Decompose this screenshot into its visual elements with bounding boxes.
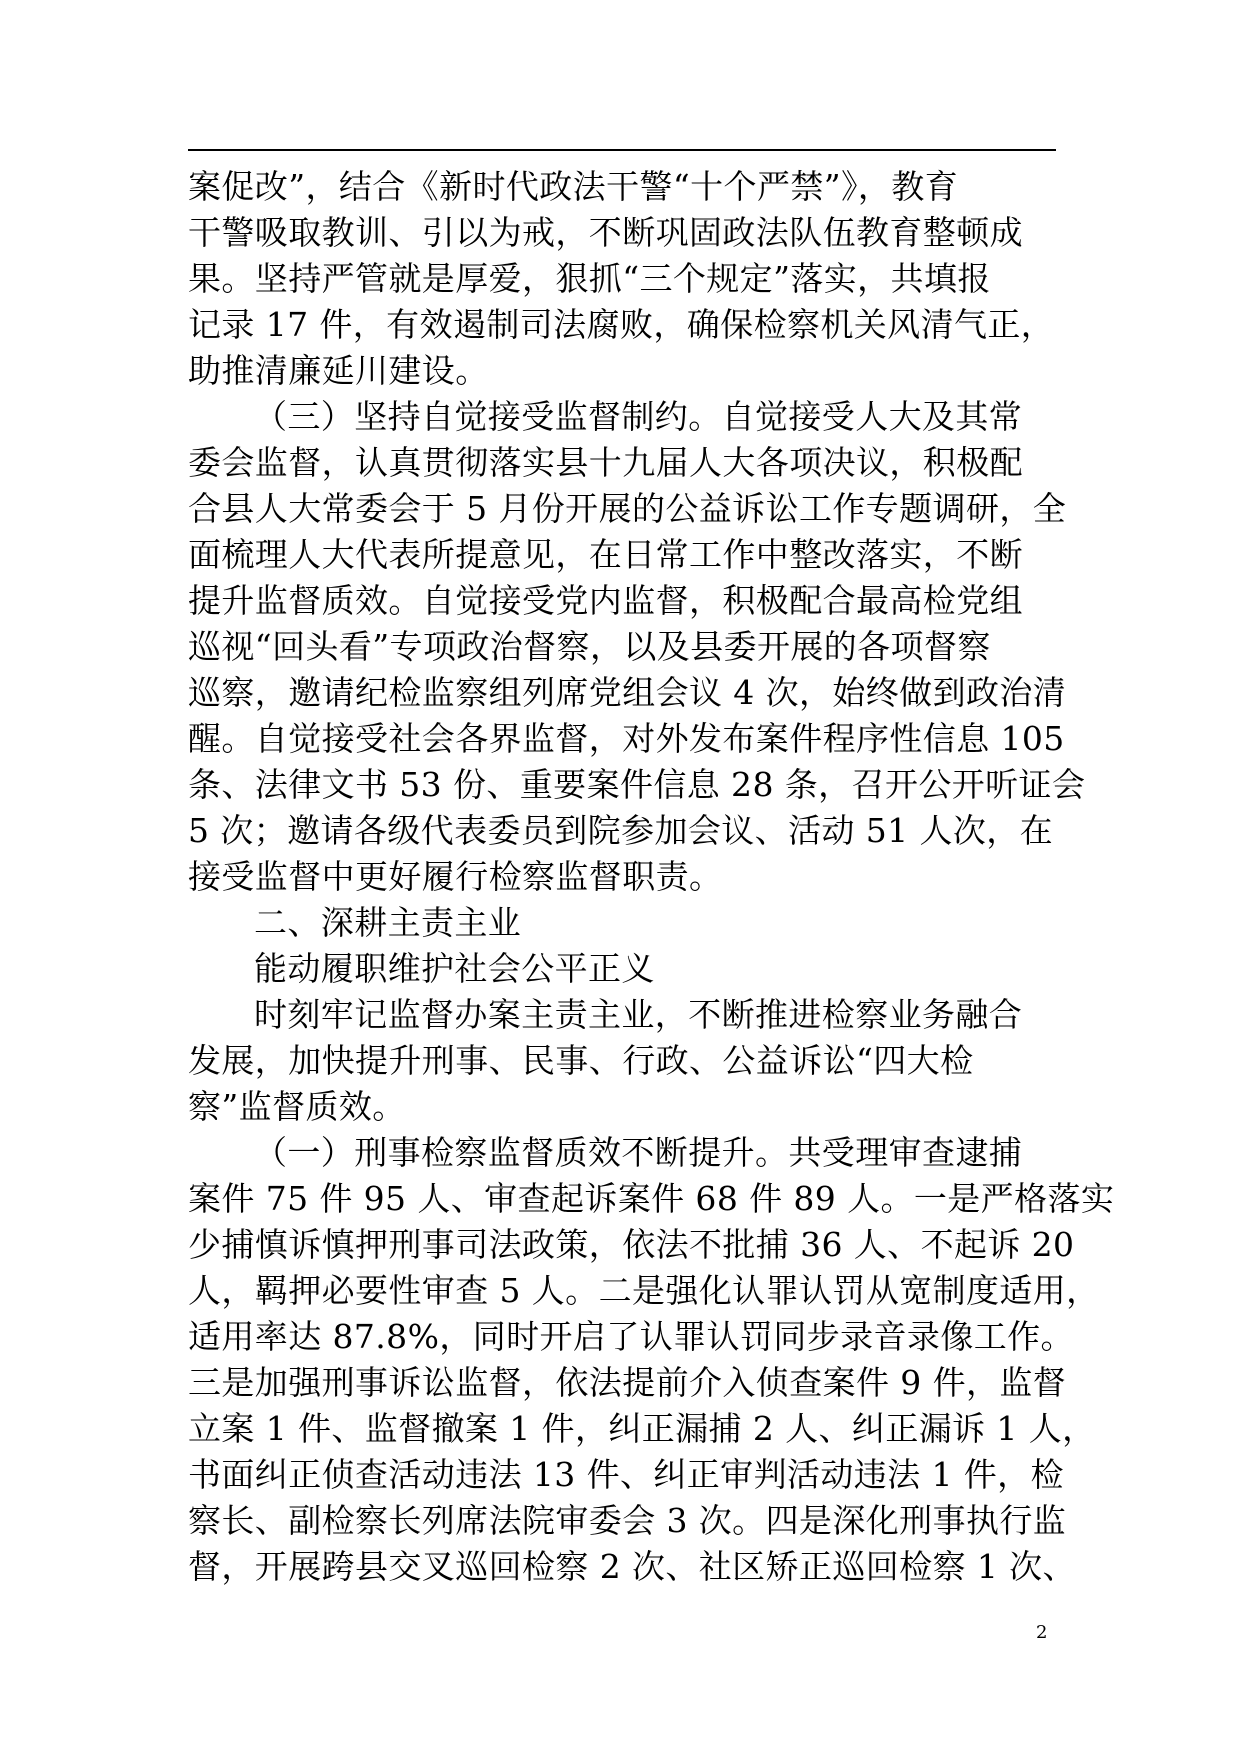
body-line: 接受监督中更好履行检察监督职责。 [188,857,723,896]
body-line: 少捕慎诉慎押刑事司法政策，依法不批捕 36 人、不起诉 20 [188,1225,1075,1264]
body-line: 面梳理人大代表所提意见，在日常工作中整改落实，不断 [188,535,1023,574]
body-line: 立案 1 件、监督撤案 1 件，纠正漏捕 2 人、纠正漏诉 1 人， [188,1409,1096,1448]
body-line: 果。坚持严管就是厚爱，狠抓“三个规定”落实，共填报 [188,259,991,298]
section-heading-line: （三）坚持自觉接受监督制约。自觉接受人大及其常 [254,397,1023,436]
body-line: 提升监督质效。自觉接受党内监督，积极配合最高检党组 [188,581,1023,620]
body-line: 察长、副检察长列席法院审委会 3 次。四是深化刑事执行监 [188,1501,1067,1540]
section-heading-line: （一）刑事检察监督质效不断提升。共受理审查逮捕 [254,1133,1023,1172]
body-line: 案促改”，结合《新时代政法干警“十个严禁”》，教育 [188,167,959,206]
body-line: 发展，加快提升刑事、民事、行政、公益诉讼“四大检 [188,1041,974,1080]
body-line: 三是加强刑事诉讼监督，依法提前介入侦查案件 9 件，监督 [188,1363,1067,1402]
body-line: 委会监督，认真贯彻落实县十九届人大各项决议，积极配 [188,443,1023,482]
body-line: 巡察，邀请纪检监察组列席党组会议 4 次，始终做到政治清 [188,673,1067,712]
body-line: 醒。自觉接受社会各界监督，对外发布案件程序性信息 105 [188,719,1065,758]
body-line: 案件 75 件 95 人、审查起诉案件 68 件 89 人。一是严格落实 [188,1179,1115,1218]
body-line: 巡视“回头看”专项政治督察，以及县委开展的各项督察 [188,627,991,666]
body-line: 条、法律文书 53 份、重要案件信息 28 条，召开公开听证会 [188,765,1086,804]
body-line: 人，羁押必要性审查 5 人。二是强化认罪认罚从宽制度适用， [188,1271,1100,1310]
body-line: 适用率达 87.8%，同时开启了认罪认罚同步录音录像工作。 [188,1317,1074,1356]
body-line: 助推清廉延川建设。 [188,351,489,390]
body-line: 干警吸取教训、引以为戒，不断巩固政法队伍教育整顿成 [188,213,1023,252]
body-line: 时刻牢记监督办案主责主业，不断推进检察业务融合 [254,995,1023,1034]
page-number: 2 [1036,1622,1048,1643]
body-line: 5 次；邀请各级代表委员到院参加会议、活动 51 人次，在 [188,811,1054,850]
body-line: 合县人大常委会于 5 月份开展的公益诉讼工作专题调研，全 [188,489,1067,528]
body-line: 记录 17 件，有效遏制司法腐败，确保检察机关风清气正， [188,305,1055,344]
section-subtitle: 能动履职维护社会公平正义 [254,949,655,988]
section-title: 二、深耕主责主业 [254,903,522,942]
header-rule [188,149,1056,151]
body-line: 书面纠正侦查活动违法 13 件、纠正审判活动违法 1 件，检 [188,1455,1064,1494]
body-line: 察”监督质效。 [188,1087,406,1126]
body-line: 督，开展跨县交叉巡回检察 2 次、社区矫正巡回检察 1 次、 [188,1547,1076,1586]
